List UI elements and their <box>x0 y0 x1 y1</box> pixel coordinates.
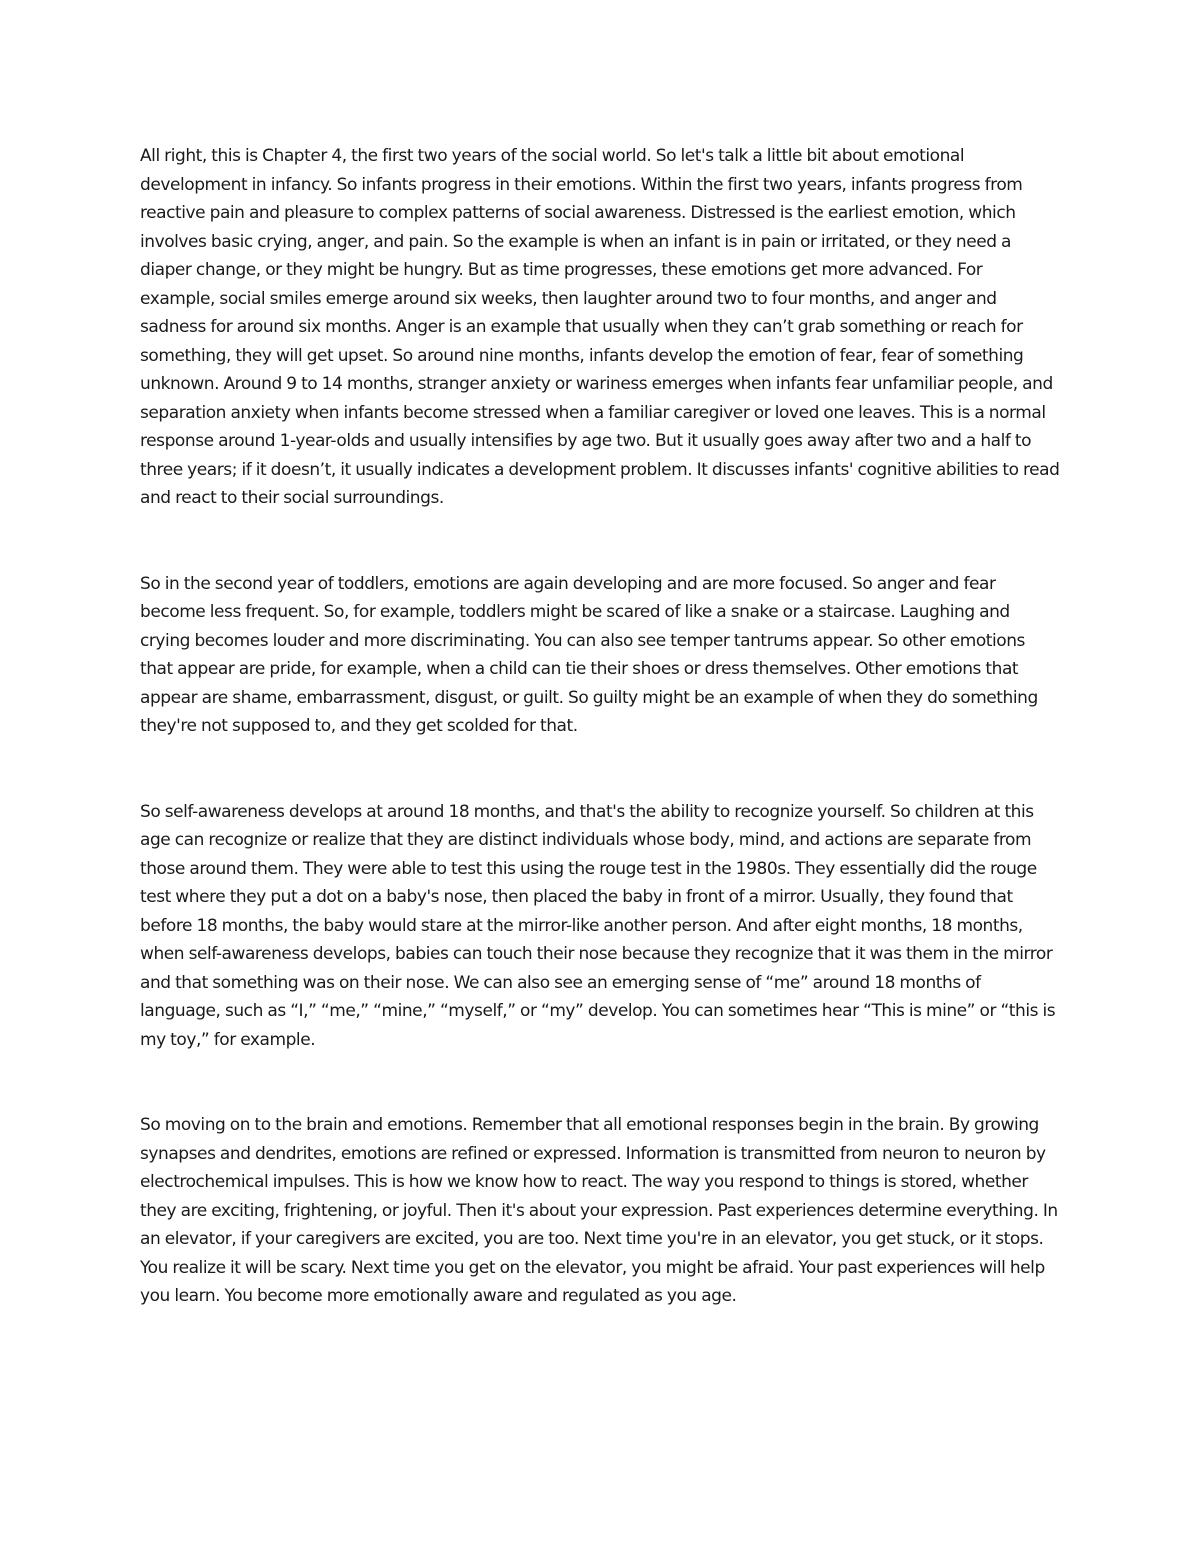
document-body <box>140 142 1060 1311</box>
paragraph-self-awareness: So self-awareness develops at around 18 months, and that's the ability to recognize yourself. So children at this age can recognize or realize that they are distinct individuals whose body, mind, and actions are separate from those around them. They were able to test this using the rouge test in the 1980s. They essentially did the rouge test where they put a dot on a baby's nose, then placed the baby in front of a mirror. Usually, they found that before 18 months, the baby would stare at the mirror-like another person. And after eight months, 18 months, when self-awareness develops, babies can touch their nose because they recognize that it was them in the mirror and that something was on their nose. We can also see an emerging sense of “me” around 18 months of language, such as “I,” “me,” “mine,” “myself,” or “my” develop. You can sometimes hear “This is mine” or “this is my toy,” for example. <box>140 801 1056 1050</box>
paragraph-toddler-emotions: So in the second year of toddlers, emotions are again developing and are more focused. So anger and fear become less frequent. So, for example, toddlers might be scared of like a snake or a staircase. Laughing and crying becomes louder and more discriminating. You can also see temper tantrums appear. So other emotions that appear are pride, for example, when a child can tie their shoes or dress themselves. Other emotions that appear are shame, embarrassment, disgust, or guilt. So guilty might be an example of when they do something they're not supposed to, and they get scolded for that. <box>140 573 1038 736</box>
paragraph-brain-and-emotions: So moving on to the brain and emotions. Remember that all emotional responses begin in the brain. By growing synapses and dendrites, emotions are refined or expressed. Information is transmitted from neuron to neuron by electrochemical impulses. This is how we know how to react. The way you respond to things is stored, whether they are exciting, frightening, or joyful. Then it's about your expression. Past experiences determine everything. In an elevator, if your caregivers are excited, you are too. Next time you're in an elevator, you get stuck, or it stops. You realize it will be scary. Next time you get on the elevator, you might be afraid. Your past experiences will help you learn. You become more emotionally aware and regulated as you age. <box>140 1115 1058 1306</box>
paragraph-emotional-development-infancy: All right, this is Chapter 4, the first two years of the social world. So let's talk a little bit about emotional development in infancy. So infants progress in their emotions. Within the first two years, infants progress from reactive pain and pleasure to complex patterns of social awareness. Distressed is the earliest emotion, which involves basic crying, anger, and pain. So the example is when an infant is in pain or irritated, or they need a diaper change, or they might be hungry. But as time progresses, these emotions get more advanced. For example, social smiles emerge around six weeks, then laughter around two to four months, and anger and sadness for around six months. Anger is an example that usually when they can’t grab something or reach for something, they will get upset. So around nine months, infants develop the emotion of fear, fear of something unknown. Around 9 to 14 months, stranger anxiety or wariness emerges when infants fear unfamiliar people, and separation anxiety when infants become stressed when a familiar caregiver or loved one leaves. This is a normal response around 1-year-olds and usually intensifies by age two. But it usually goes away after two and a half to three years; if it doesn’t, it usually indicates a development problem. It discusses infants' cognitive abilities to read and react to their social surroundings. <box>140 146 1060 508</box>
